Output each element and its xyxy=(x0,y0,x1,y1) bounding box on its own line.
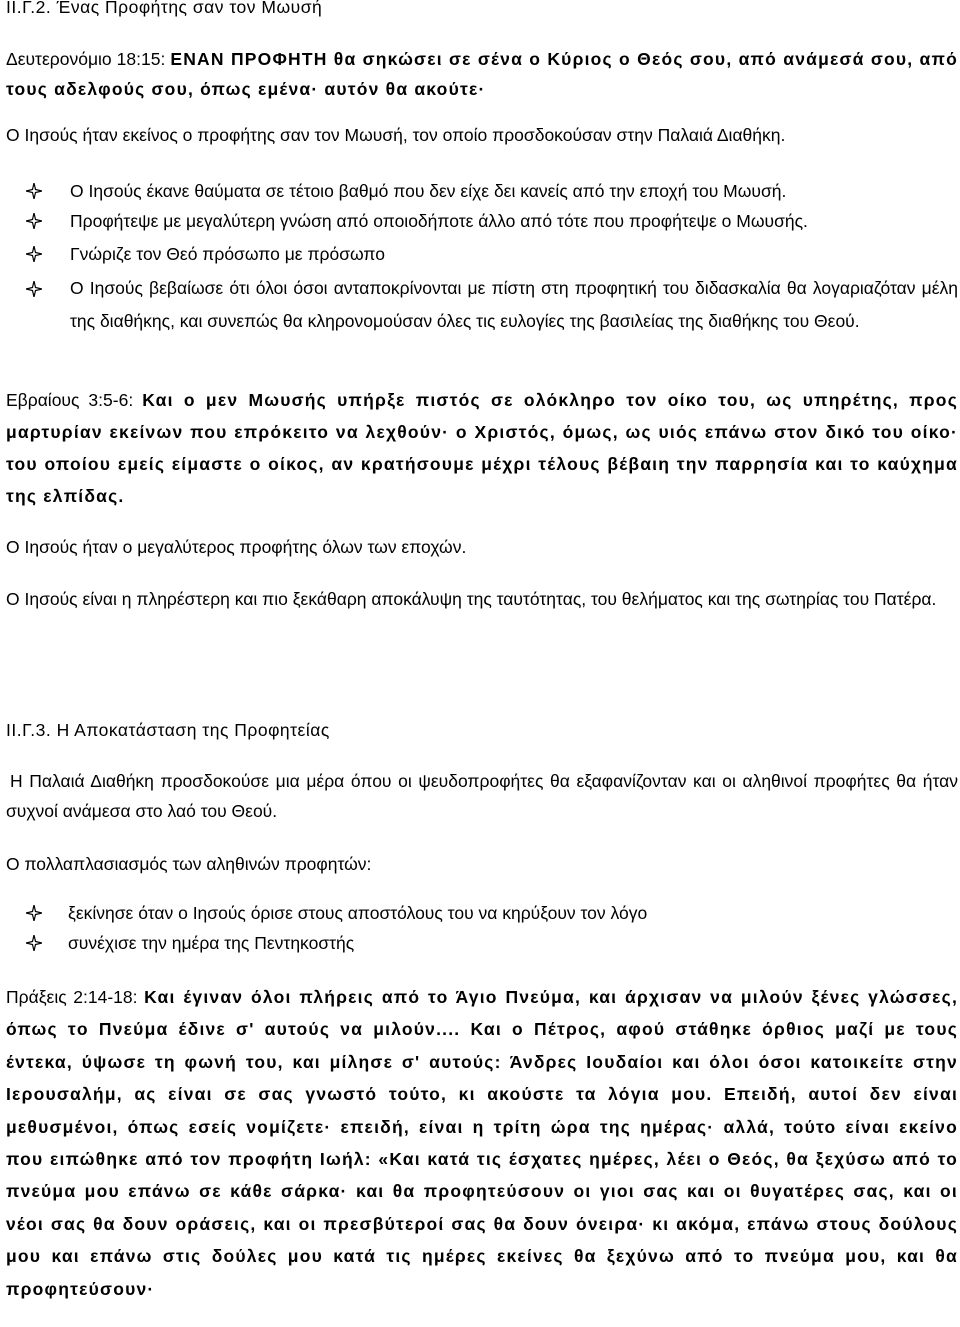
moses-bullet-list xyxy=(6,176,958,338)
paragraph: Ο Ιησούς ήταν ο μεγαλύτερος προφήτης όλων των εποχών. xyxy=(6,537,467,557)
paragraph: Η Παλαιά Διαθήκη προσδοκούσε μια μέρα όπου οι ψευδοπροφήτες θα εξαφανίζονταν και οι αληθινοί προφήτες θα ήταν συχνοί ανάμεσα στο λαό του Θεού. xyxy=(6,771,958,821)
list-item: ξεκίνησε όταν ο Ιησούς όρισε στους αποστόλους του να κηρύξουν τον λόγο xyxy=(6,898,958,928)
deuteronomy-quote xyxy=(6,44,958,104)
intro-paragraph: Ο Ιησούς ήταν εκείνος ο προφήτης σαν τον Μωυσή, τον οποίο προσδοκούσαν στην Παλαιά Διαθήκη. xyxy=(6,125,786,145)
section-heading-3: ΙΙ.Γ.3. Η Αποκατάσταση της Προφητείας xyxy=(6,720,330,740)
diamond-bullet-icon xyxy=(26,928,44,958)
verse-reference: Πράξεις 2:14-18: xyxy=(6,987,138,1007)
section-heading-2: ΙΙ.Γ.2. Ένας Προφήτης σαν τον Μωυσή xyxy=(6,0,323,17)
paragraph: Ο πολλαπλασιασμός των αληθινών προφητών: xyxy=(6,854,372,874)
diamond-bullet-icon xyxy=(26,206,44,236)
verse-reference: Εβραίους 3:5-6: xyxy=(6,390,134,410)
diamond-bullet-icon xyxy=(26,272,44,302)
diamond-bullet-icon xyxy=(26,239,44,269)
verse-text: ΕΝΑΝ ΠΡΟΦΗΤΗ θα σηκώσει σε σένα ο Κύριος ο Θεός σου, από ανάμεσά σου, από τους αδελφούς σου, όπως εμένα· αυτόν θα ακούτε· xyxy=(6,49,959,99)
verse-reference: Δευτερονόμιο 18:15: xyxy=(6,49,166,69)
verse-text: Και ο μεν Μωυσής υπήρξε πιστός σε ολόκληρο τον οίκο του, ως υπηρέτης, προς μαρτυρίαν εκείνων που επρόκειτο να λεχθούν· ο Χριστός, όμως, ως υιός επάνω στον δικό του οίκο· του οποίου εμείς είμαστε ο οίκος, αν κρατήσουμε μέχρι τέλους βέβαιη την παρρησία και το καύχημα της ελπίδας. xyxy=(6,390,958,506)
list-item: Προφήτεψε με μεγαλύτερη γνώση από οποιοδήποτε άλλο από τότε που προφήτεψε ο Μωυσής. xyxy=(6,206,958,236)
acts-quote xyxy=(6,981,958,1305)
list-item: Ο Ιησούς έκανε θαύματα σε τέτοιο βαθμό που δεν είχε δει κανείς από την εποχή του Μωυσή. xyxy=(6,176,958,206)
verse-text: Και έγιναν όλοι πλήρεις από το Άγιο Πνεύμα, και άρχισαν να μιλούν ξένες γλώσσες, όπως τo Πνεύμα έδινε σ' αυτούς να μιλούν.... Και ο Πέτρος, αφού στάθηκε όρθιος μαζί με τους έντεκα, ύψωσε τη φωνή του, και μίλησε σ' αυτούς: Άνδρες Ιουδαίοι και όλοι όσοι κατοικείτε στην Ιερουσαλήμ, ας είναι σε σας γνωστό τούτο, κι ακούστε τα λόγια μου. Επειδή, αυτοί δεν είναι μεθυσμένοι, όπως εσείς νομίζετε· επειδή, είναι η τρίτη ώρα της ημέρας· αλλά, τούτο είναι εκείνο που ειπώθηκε από τον προφήτη Ιωήλ: «Και κατά τις έσχατες ημέρες, λέει ο Θεός, θα ξεχύσω από το πνεύμα μου επάνω σε κάθε σάρκα· και θα προφητεύσουν οι γιοι σας και οι θυγατέρες σας, και οι νέοι σας θα δουν οράσεις, και οι πρεσβύτεροί σας θα δουν όνειρα· κι ακόμα, επάνω στους δούλους μου και επάνω στις δούλες μου κατά τις ημέρες εκείνες θα ξεχύνω από το πνεύμα μου, και θα προφητεύσουν· xyxy=(6,987,959,1299)
list-item: Ο Ιησούς βεβαίωσε ότι όλοι όσοι ανταποκρίνονται με πίστη στη προφητική του διδασκαλία θα λογαριαζόταν μέλη της διαθήκης, και συνεπώς θα κληρονομούσαν όλες τις ευλογίες της βασιλείας της διαθήκης του Θεού. xyxy=(6,272,958,338)
diamond-bullet-icon xyxy=(26,898,44,928)
prophets-bullet-list xyxy=(6,898,958,958)
hebrews-quote xyxy=(6,384,958,512)
paragraph: Ο Ιησούς είναι η πληρέστερη και πιο ξεκάθαρη αποκάλυψη της ταυτότητας, του θελήματος και της σωτηρίας του Πατέρα. xyxy=(6,589,937,609)
list-item: Γνώριζε τον Θεό πρόσωπο με πρόσωπο xyxy=(6,239,958,269)
diamond-bullet-icon xyxy=(26,176,44,206)
list-item: συνέχισε την ημέρα της Πεντηκοστής xyxy=(6,928,958,958)
